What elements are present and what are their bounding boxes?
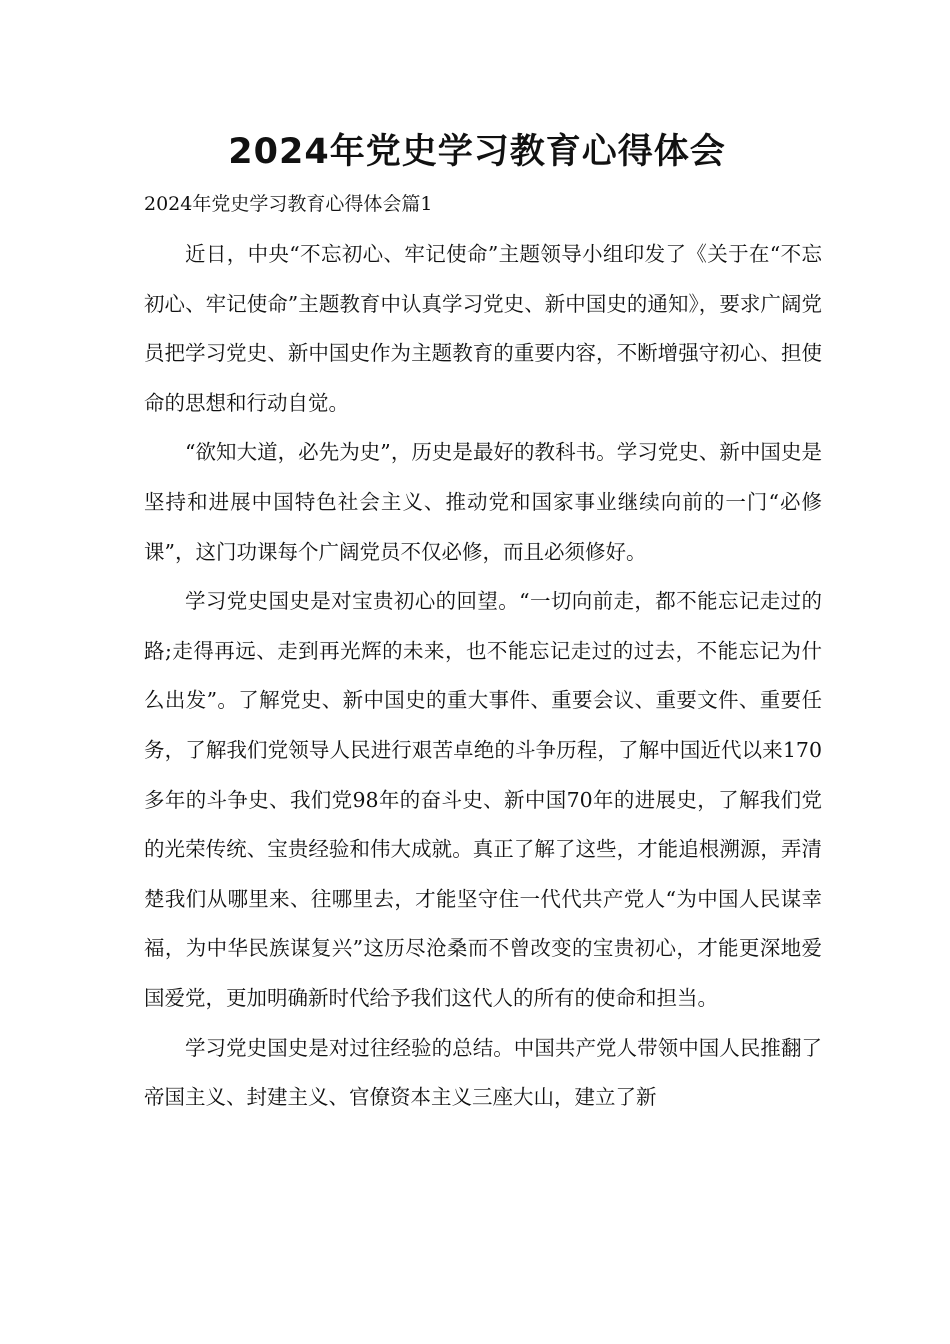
paragraph: “欲知大道，必先为史”，历史是最好的教科书。学习党史、新中国史是坚持和进展中国特色社会主义、推动党和国家事业继续向前的一门“必修课”，这门功课每个广阔党员不仅必修，而且必须修好。 (144, 440, 822, 564)
document-title: 2024年党史学习教育心得体会 (228, 132, 726, 172)
paragraph: 近日，中央“不忘初心、牢记使命”主题领导小组印发了《关于在“不忘初心、牢记使命”主题教育中认真学习党史、新中国史的通知》，要求广阔党员把学习党史、新中国史作为主题教育的重要内容，不断增强守初心、担使命的思想和行动自觉。 (144, 242, 822, 415)
section-heading: 2024年党史学习教育心得体会篇1 (144, 193, 433, 215)
paragraph: 学习党史国史是对宝贵初心的回望。“一切向前走，都不能忘记走过的路;走得再远、走到再光辉的未来，也不能忘记走过的过去，不能忘记为什么出发”。了解党史、新中国史的重大事件、重要会议、重要文件、重要任务，了解我们党领导人民进行艰苦卓绝的斗争历程，了解中国近代以来170多年的斗争史、我们党98年的奋斗史、新中国70年的进展史，了解我们党的光荣传统、宝贵经验和伟大成就。真正了解了这些，才能追根溯源，弄清楚我们从哪里来、往哪里去，才能坚守住一代代共产党人“为中国人民谋幸福，为中华民族谋复兴”这历尽沧桑而不曾改变的宝贵初心，才能更深地爱国爱党，更加明确新时代给予我们这代人的所有的使命和担当。 (144, 589, 822, 1010)
paragraph: 学习党史国史是对过往经验的总结。中国共产党人带领中国人民推翻了帝国主义、封建主义、官僚资本主义三座大山，建立了新 (144, 1035, 822, 1110)
article-body (144, 230, 822, 1123)
